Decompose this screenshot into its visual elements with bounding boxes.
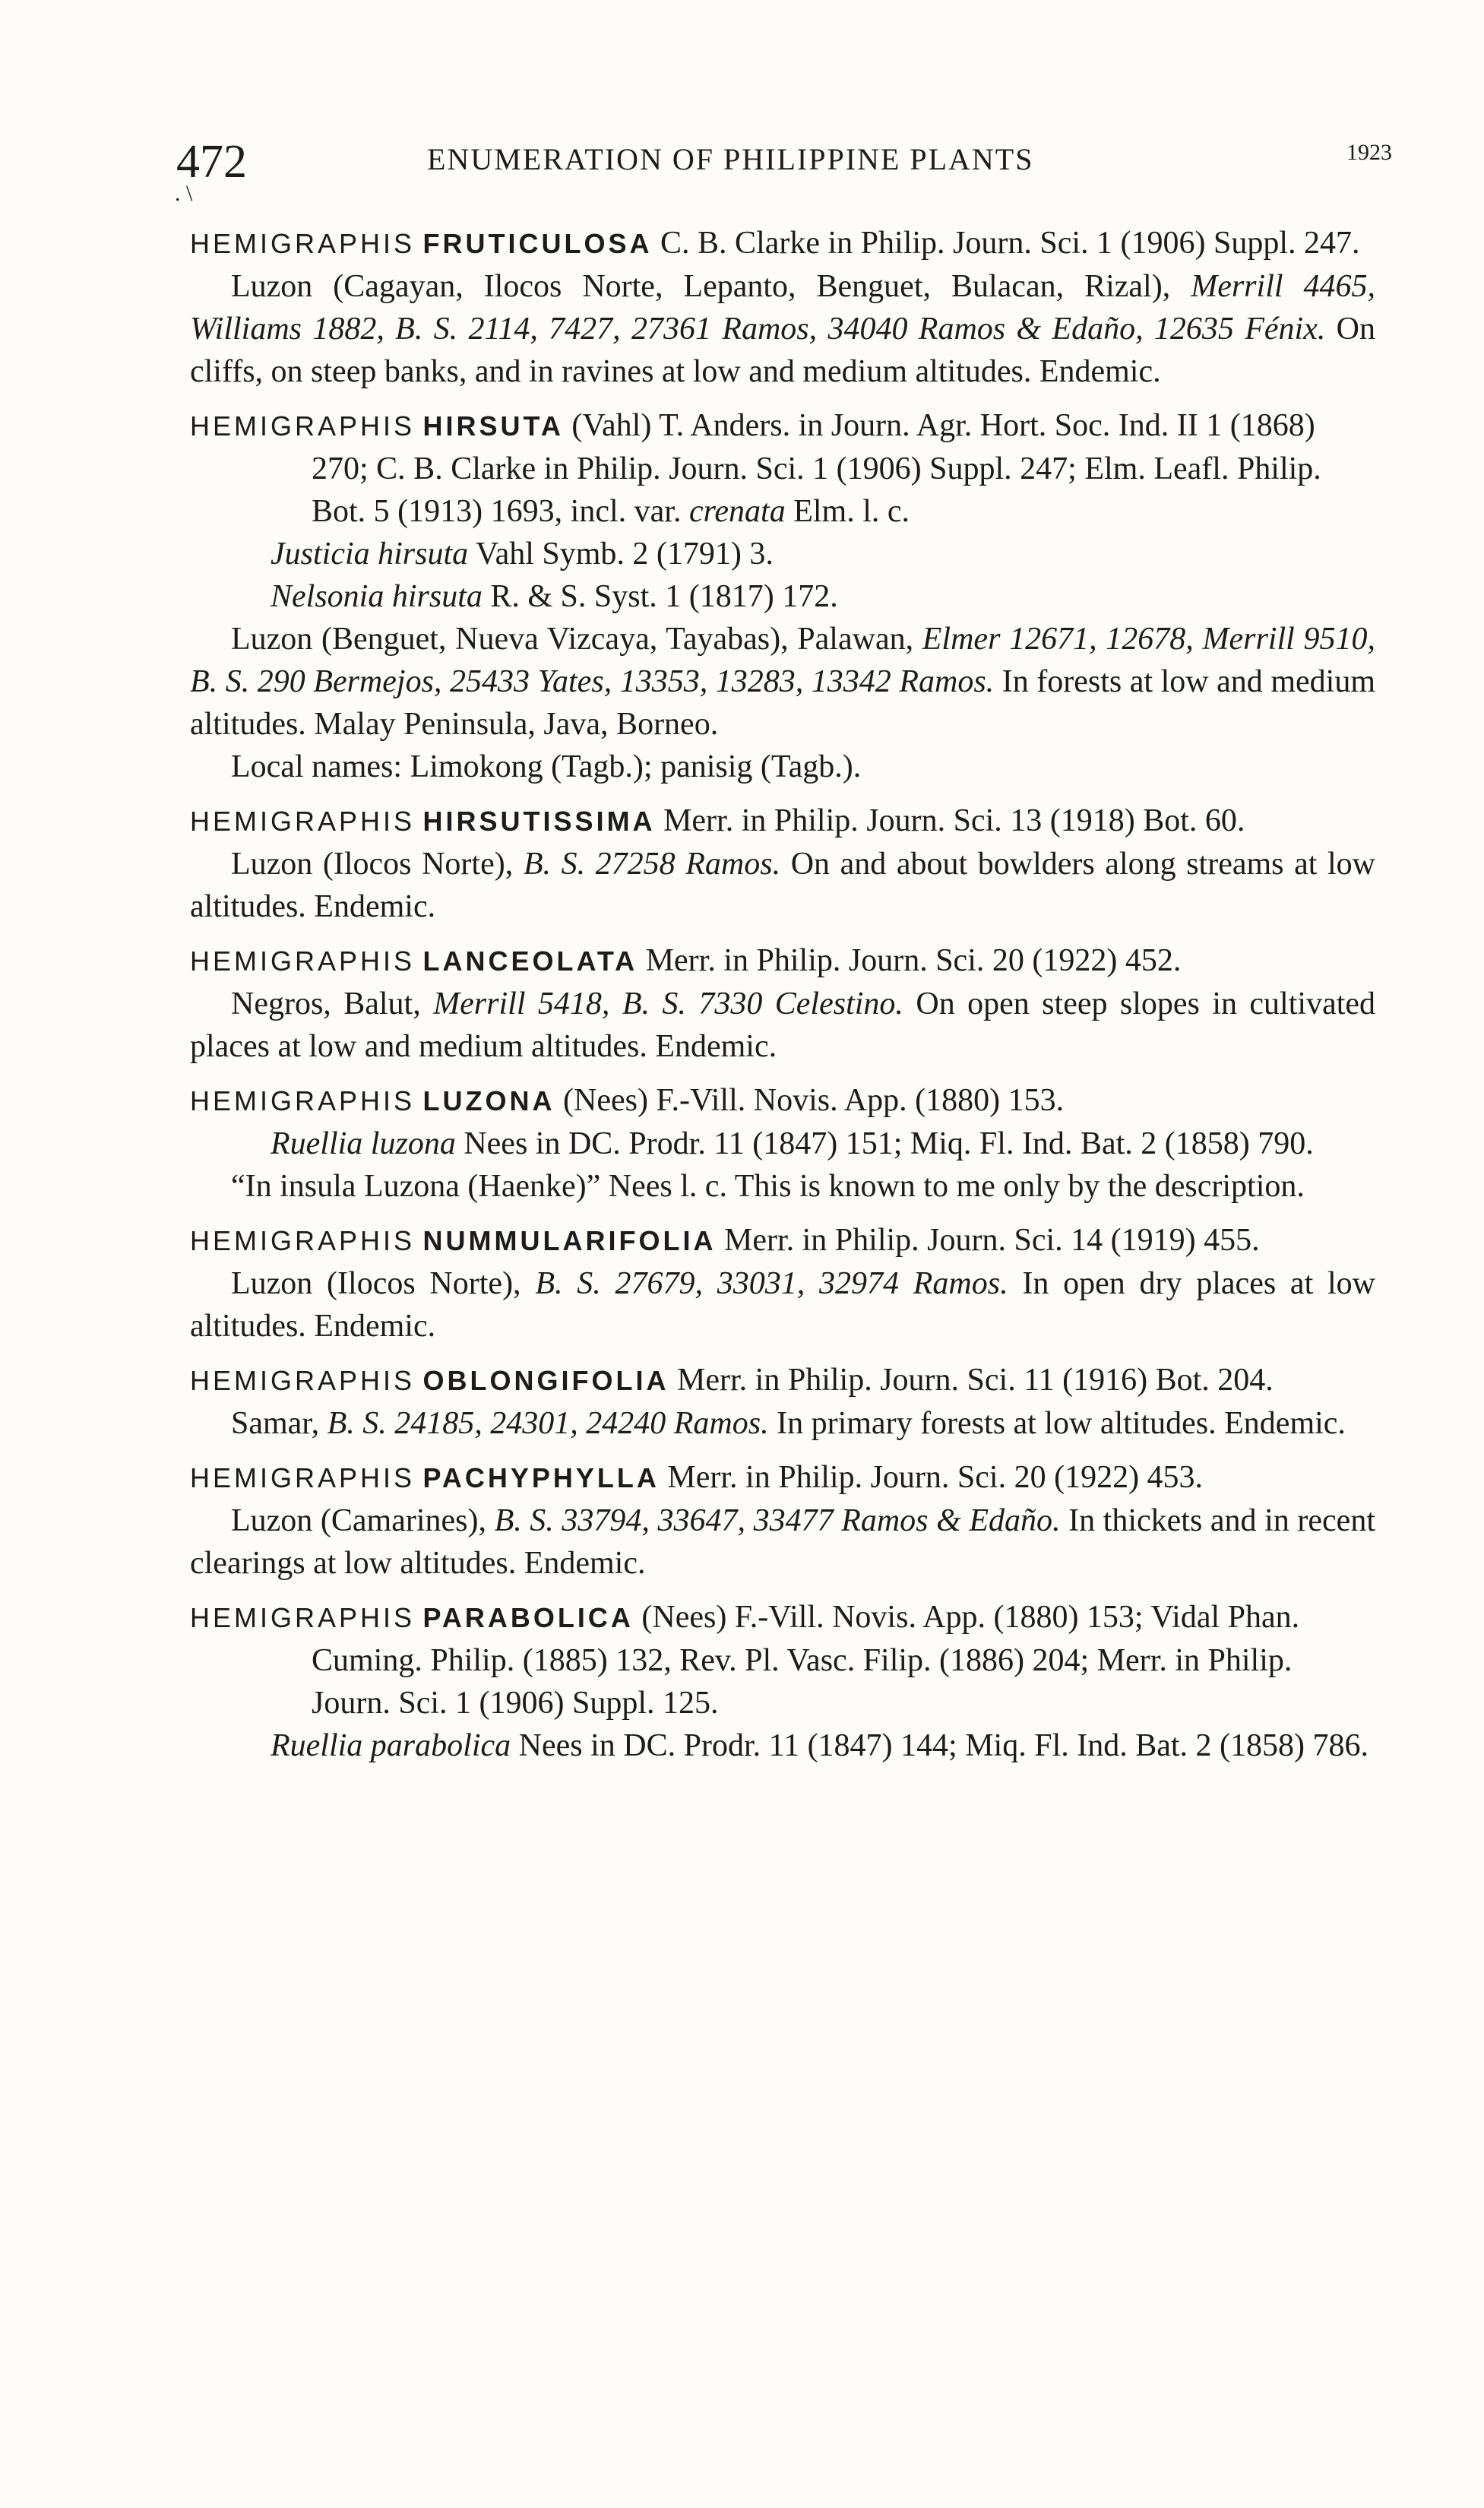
- citation: C. B. Clarke in Philip. Journ. Sci. 1 (1906) Suppl. 247.: [660, 226, 1360, 261]
- synonym-reference: R. & S. Syst. 1 (1817) 172.: [490, 579, 838, 614]
- species-name: HIRSUTISSIMA: [422, 806, 656, 837]
- variety-name: crenata: [688, 494, 786, 529]
- stray-mark: . \: [175, 181, 193, 206]
- species-heading: [190, 1456, 1375, 1499]
- specimen-list: B. S. 33794, 33647, 33477 Ramos & Edaño.: [494, 1503, 1061, 1538]
- synonym-reference: Vahl Symb. 2 (1791) 3.: [475, 537, 774, 572]
- species-entry: [190, 1596, 1375, 1767]
- habitat-note: In open dry places at low altitudes. Endemic.: [190, 1266, 1376, 1344]
- species-name: PACHYPHYLLA: [422, 1462, 660, 1493]
- genus-name: HEMIGRAPHIS: [190, 1602, 416, 1633]
- citation: Merr. in Philip. Journ. Sci. 13 (1918) Bot. 60.: [663, 803, 1245, 838]
- year-label: 1923: [1346, 140, 1392, 165]
- description-note: “In insula Luzona (Haenke)” Nees l. c. This is known to me only by the description.: [231, 1169, 1305, 1204]
- synonym-name: Ruellia parabolica: [271, 1728, 511, 1763]
- distribution-paragraph: [190, 843, 1375, 928]
- species-heading: [190, 1359, 1375, 1402]
- species-heading: [190, 800, 1375, 843]
- synonym-reference: Nees in DC. Prodr. 11 (1847) 144; Miq. Fl. Ind. Bat. 2 (1858) 786.: [518, 1728, 1369, 1763]
- species-entry: [190, 1219, 1375, 1347]
- genus-name: HEMIGRAPHIS: [190, 228, 416, 259]
- page-body: [190, 222, 1375, 1778]
- citation: Merr. in Philip. Journ. Sci. 14 (1919) 455.: [724, 1223, 1260, 1258]
- specimen-list: Merrill 5418, B. S. 7330 Celestino.: [433, 986, 903, 1021]
- distribution-paragraph: [190, 1499, 1375, 1585]
- distribution-localities: Luzon (Ilocos Norte),: [231, 1266, 521, 1301]
- distribution-localities: Luzon (Ilocos Norte),: [231, 847, 514, 882]
- species-entry: [190, 800, 1375, 928]
- specimen-list: B. S. 24185, 24301, 24240 Ramos.: [327, 1406, 769, 1441]
- distribution-localities: Samar,: [231, 1406, 320, 1441]
- habitat-note: In thickets and in recent clearings at low altitudes. Endemic.: [190, 1503, 1375, 1581]
- genus-name: HEMIGRAPHIS: [190, 945, 416, 977]
- specimen-list: B. S. 27258 Ramos.: [523, 847, 781, 882]
- species-name: FRUTICULOSA: [422, 228, 653, 259]
- species-name: LANCEOLATA: [422, 945, 638, 977]
- synonym-reference: Nees in DC. Prodr. 11 (1847) 151; Miq. Fl. Ind. Bat. 2 (1858) 790.: [464, 1126, 1314, 1161]
- species-entry: [190, 1359, 1375, 1445]
- habitat-note: In forests at low and medium altitudes. Malay Peninsula, Java, Borneo.: [190, 664, 1375, 742]
- specimen-list: B. S. 27679, 33031, 32974 Ramos.: [535, 1266, 1008, 1301]
- species-heading: [190, 404, 1375, 533]
- habitat-note: On cliffs, on steep banks, and in ravines at low and medium altitudes. Endemic.: [190, 312, 1376, 389]
- distribution-paragraph: [190, 1262, 1375, 1347]
- species-heading: [190, 222, 1375, 265]
- running-title: ENUMERATION OF PHILIPPINE PLANTS: [427, 142, 1034, 176]
- distribution-localities: Luzon (Camarines),: [231, 1503, 486, 1538]
- species-entry: [190, 1456, 1375, 1585]
- genus-name: HEMIGRAPHIS: [190, 806, 416, 837]
- species-name: NUMMULARIFOLIA: [422, 1225, 717, 1256]
- synonym: [190, 1724, 1375, 1767]
- genus-name: HEMIGRAPHIS: [190, 1225, 416, 1256]
- local-names: Local names: Limokong (Tagb.); panisig (Tagb.).: [231, 749, 862, 784]
- distribution-localities: Negros, Balut,: [231, 986, 421, 1021]
- citation: Merr. in Philip. Journ. Sci. 11 (1916) Bot. 204.: [677, 1363, 1274, 1398]
- synonym-name: Ruellia luzona: [271, 1126, 456, 1161]
- species-heading: [190, 1219, 1375, 1262]
- species-heading: [190, 1079, 1375, 1123]
- synonym-name: Justicia hirsuta: [271, 537, 469, 572]
- specimen-list: Elmer 12671, 12678, Merrill 9510, B. S. 290 Bermejos, 25433 Yates, 13353, 13283, 13342 Ramos.: [190, 622, 1375, 699]
- species-name: HIRSUTA: [422, 410, 564, 442]
- distribution-paragraph: [190, 265, 1375, 393]
- specimen-list: Merrill 4465, Williams 1882, B. S. 2114, 7427, 27361 Ramos, 34040 Ramos & Edaño, 12635 Fénix.: [190, 269, 1376, 347]
- synonym: [190, 533, 1375, 575]
- citation: (Nees) F.-Vill. Novis. App. (1880) 153; Vidal Phan. Cuming. Philip. (1885) 132, Rev. Pl. Vasc. Filip. (1886) 204; Merr. in Philip. Journ. Sci. 1 (1906) Suppl. 125.: [312, 1600, 1300, 1721]
- species-name: LUZONA: [422, 1085, 555, 1116]
- habitat-note: In primary forests at low altitudes. Endemic.: [777, 1406, 1346, 1441]
- citation-end: Elm. l. c.: [793, 494, 910, 529]
- species-name: OBLONGIFOLIA: [422, 1365, 669, 1396]
- species-entry: [190, 404, 1375, 788]
- citation: Merr. in Philip. Journ. Sci. 20 (1922) 452.: [645, 943, 1182, 978]
- genus-name: HEMIGRAPHIS: [190, 1085, 416, 1116]
- genus-name: HEMIGRAPHIS: [190, 1462, 416, 1493]
- citation: (Vahl) T. Anders. in Journ. Agr. Hort. Soc. Ind. II 1 (1868) 270; C. B. Clarke in Philip. Journ. Sci. 1 (1906) Suppl. 247; Elm. Leafl. Philip. Bot. 5 (1913) 1693, incl. var.: [312, 408, 1321, 529]
- species-entry: [190, 939, 1375, 1068]
- species-heading: [190, 1596, 1375, 1724]
- habitat-note: On and about bowlders along streams at low altitudes. Endemic.: [190, 847, 1375, 924]
- distribution-localities: Luzon (Benguet, Nueva Vizcaya, Tayabas), Palawan,: [231, 622, 914, 657]
- species-entry: [190, 1079, 1375, 1208]
- distribution-localities: Luzon (Cagayan, Ilocos Norte, Lepanto, Benguet, Bulacan, Rizal),: [231, 269, 1171, 304]
- habitat-note: On open steep slopes in cultivated places at low and medium altitudes. Endemic.: [190, 986, 1376, 1064]
- synonym-name: Nelsonia hirsuta: [271, 579, 483, 614]
- page-number: 472: [176, 136, 247, 188]
- distribution-paragraph: [190, 1402, 1375, 1445]
- distribution-paragraph: [190, 983, 1375, 1068]
- page-header: [176, 135, 1392, 196]
- citation: Merr. in Philip. Journ. Sci. 20 (1922) 453.: [667, 1460, 1204, 1495]
- distribution-paragraph: [190, 618, 1375, 746]
- genus-name: HEMIGRAPHIS: [190, 1365, 416, 1396]
- species-entry: [190, 222, 1375, 393]
- citation: (Nees) F.-Vill. Novis. App. (1880) 153.: [563, 1083, 1065, 1118]
- synonym: [190, 575, 1375, 618]
- species-heading: [190, 939, 1375, 983]
- genus-name: HEMIGRAPHIS: [190, 410, 416, 442]
- species-name: PARABOLICA: [422, 1602, 634, 1633]
- synonym: [190, 1123, 1375, 1165]
